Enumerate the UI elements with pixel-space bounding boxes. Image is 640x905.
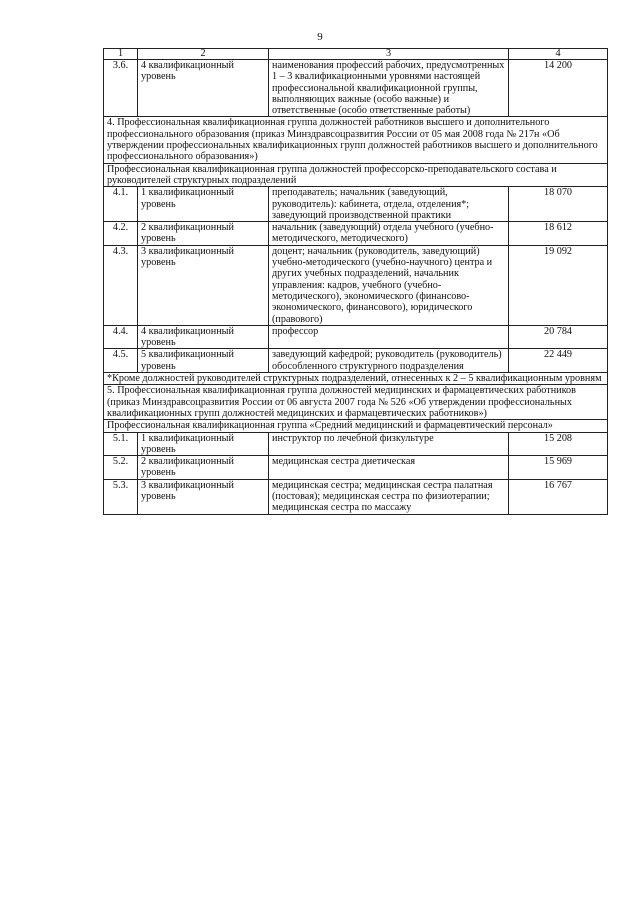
row-number: 4.5. xyxy=(104,349,138,373)
section-title-row xyxy=(104,385,608,420)
qualification-level: 4 квалификационный уровень xyxy=(138,60,269,117)
salary-value: 20 784 xyxy=(509,325,608,349)
header-cell: 2 xyxy=(138,49,269,60)
positions-list: начальник (заведующий) отдела учебного (учебно-методического, методического) xyxy=(269,222,509,246)
row-number: 5.3. xyxy=(104,479,138,514)
row-number: 4.3. xyxy=(104,245,138,325)
salary-value: 14 200 xyxy=(509,60,608,117)
header-cell: 4 xyxy=(509,49,608,60)
row-number: 4.1. xyxy=(104,187,138,222)
positions-list: преподаватель; начальник (заведующий, руководитель): кабинета, отдела, отделения*; заведующий производственной практики xyxy=(269,187,509,222)
table-row xyxy=(104,222,608,246)
qualification-level: 4 квалификационный уровень xyxy=(138,325,269,349)
table-row xyxy=(104,60,608,117)
row-number: 4.2. xyxy=(104,222,138,246)
table-row xyxy=(104,456,608,480)
qualification-level: 2 квалификационный уровень xyxy=(138,222,269,246)
row-number: 5.2. xyxy=(104,456,138,480)
positions-list: заведующий кафедрой; руководитель (руководитель) обособленного структурного подразделения xyxy=(269,349,509,373)
salary-value: 18 070 xyxy=(509,187,608,222)
qualification-level: 3 квалификационный уровень xyxy=(138,245,269,325)
table-row xyxy=(104,479,608,514)
table-row xyxy=(104,432,608,456)
section-title-row xyxy=(104,117,608,163)
row-number: 5.1. xyxy=(104,432,138,456)
table-row xyxy=(104,349,608,373)
qualification-level: 3 квалификационный уровень xyxy=(138,479,269,514)
positions-list: наименования профессий рабочих, предусмотренных 1 – 3 квалификационными уровнями настоящей профессиональной квалификационной группы, выполняющих важные (особо важные) и ответственные (особо ответственные работы) xyxy=(269,60,509,117)
table-row xyxy=(104,245,608,325)
positions-list: медицинская сестра; медицинская сестра палатная (постовая); медицинская сестра по физиотерапии; медицинская сестра по массажу xyxy=(269,479,509,514)
section-subtitle-row xyxy=(104,163,608,187)
qualification-level: 2 квалификационный уровень xyxy=(138,456,269,480)
positions-list: инструктор по лечебной физкультуре xyxy=(269,432,509,456)
salary-value: 19 092 xyxy=(509,245,608,325)
salary-value: 15 208 xyxy=(509,432,608,456)
qualification-level: 5 квалификационный уровень xyxy=(138,349,269,373)
table-header-row xyxy=(104,49,608,60)
qualification-level: 1 квалификационный уровень xyxy=(138,432,269,456)
salary-value: 15 969 xyxy=(509,456,608,480)
section-5-title: 5. Профессиональная квалификационная группа должностей медицинских и фармацевтических работников (приказ Минздравсоцразвития России от 06 августа 2007 года № 526 «Об утверждении профессиональных квалификационных групп должностей медицинских и фармацевтических работников») xyxy=(104,385,608,420)
table-row xyxy=(104,325,608,349)
salary-value: 22 449 xyxy=(509,349,608,373)
footnote-row xyxy=(104,373,608,385)
section-subtitle-row xyxy=(104,420,608,432)
header-cell: 3 xyxy=(269,49,509,60)
salary-value: 18 612 xyxy=(509,222,608,246)
positions-list: доцент; начальник (руководитель, заведующий) учебно-методического (учебно-научного) центра и других учебных подразделений, начальник управления: кадров, учебного (учебно-методического), экономического (финансово-экономического, финансового), юридического (правового) xyxy=(269,245,509,325)
section-4-footnote: *Кроме должностей руководителей структурных подразделений, отнесенных к 2 – 5 квалификационным уровням xyxy=(104,373,608,385)
header-cell: 1 xyxy=(104,49,138,60)
section-4-title: 4. Профессиональная квалификационная группа должностей работников высшего и дополнительного профессионального образования (приказ Минздравсоцразвития России от 05 мая 2008 года № 217н «Об утверждении профессиональных квалификационных групп должностей работников высшего и дополнительного профессионального образования») xyxy=(104,117,608,163)
salary-value: 16 767 xyxy=(509,479,608,514)
row-number: 4.4. xyxy=(104,325,138,349)
positions-list: профессор xyxy=(269,325,509,349)
salary-table xyxy=(103,48,608,515)
row-number: 3.6. xyxy=(104,60,138,117)
section-5-subtitle: Профессиональная квалификационная группа «Средний медицинский и фармацевтический персонал» xyxy=(104,420,608,432)
page-number: 9 xyxy=(317,31,323,43)
table-row xyxy=(104,187,608,222)
qualification-level: 1 квалификационный уровень xyxy=(138,187,269,222)
positions-list: медицинская сестра диетическая xyxy=(269,456,509,480)
section-4-subtitle: Профессиональная квалификационная группа должностей профессорско-преподавательского состава и руководителей структурных подразделений xyxy=(104,163,608,187)
